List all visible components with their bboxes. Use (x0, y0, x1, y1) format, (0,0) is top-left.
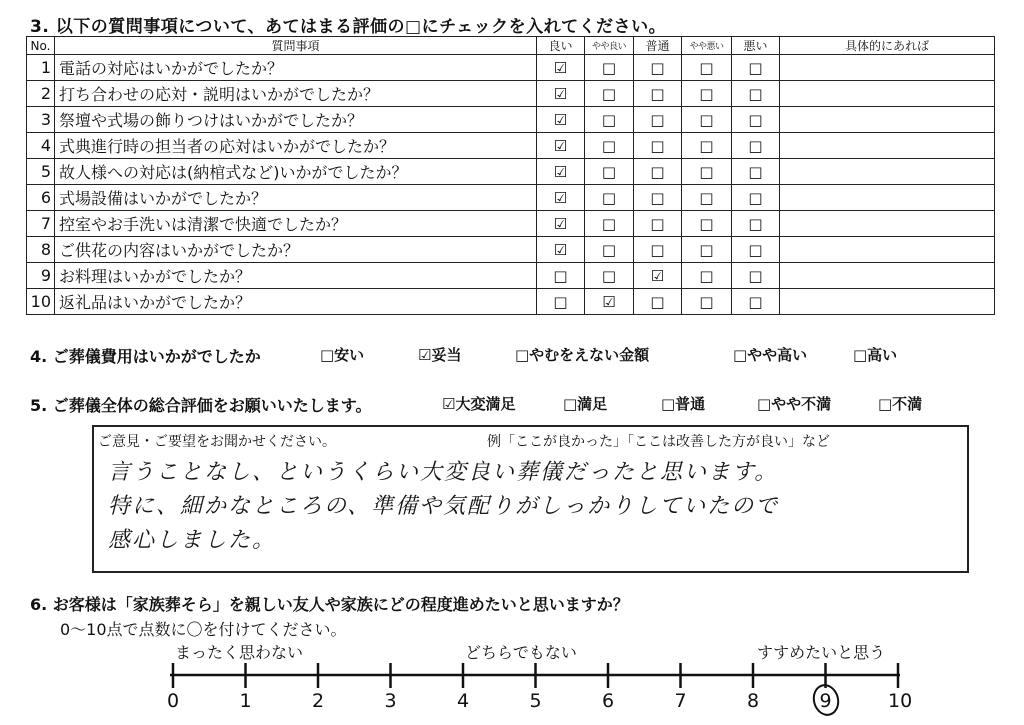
comment-cell[interactable] (780, 211, 995, 237)
checkbox-bad[interactable]: □ (732, 159, 780, 185)
scale-label-mid: どちらでもない (465, 643, 577, 662)
checkbox-fairly-good[interactable]: □ (585, 133, 634, 159)
scale-number[interactable]: 5 (529, 690, 542, 712)
scale-number[interactable]: 2 (311, 690, 325, 712)
question-text: 返礼品はいかがでしたか？ (55, 289, 537, 315)
table-row (27, 159, 995, 185)
handwritten-line-2: 特に、細かなところの、準備や気配りがしっかりしていたので (108, 494, 780, 519)
comment-example: 例「ここが良かった」「ここは改善した方が良い」など (487, 434, 830, 450)
checkbox-good[interactable]: ☑ (537, 211, 585, 237)
comment-cell[interactable] (780, 81, 995, 107)
checkbox-good[interactable]: □ (537, 263, 585, 289)
q5-option-unsatisfied[interactable]: □不満 (878, 395, 923, 413)
table-row (27, 81, 995, 107)
q5-option-very-satisfied[interactable]: ☑大変満足 (442, 395, 516, 413)
q4-option-expensive[interactable]: □高い (853, 346, 898, 364)
question-text: 式典進行時の担当者の応対はいかがでしたか？ (55, 133, 537, 159)
table-row (27, 55, 995, 81)
scale-number[interactable]: 0 (166, 690, 180, 712)
checkbox-bad[interactable]: □ (732, 133, 780, 159)
checkbox-good[interactable]: □ (537, 289, 585, 315)
question-text: 祭壇や式場の飾りつけはいかがでしたか？ (55, 107, 537, 133)
table-row (27, 133, 995, 159)
checkbox-bad[interactable]: □ (732, 211, 780, 237)
checkbox-bad[interactable]: □ (732, 263, 780, 289)
scale-number[interactable]: 4 (456, 690, 470, 712)
checkbox-fairly-good[interactable]: □ (585, 211, 634, 237)
checkbox-good[interactable]: ☑ (537, 185, 585, 211)
checkbox-fairly-good[interactable]: ☑ (585, 289, 634, 315)
checkbox-fairly-bad[interactable]: □ (682, 237, 732, 263)
header-rating-fairly-bad: やや悪い (682, 37, 732, 55)
header-rating-fairly-good: やや良い (585, 37, 634, 55)
scale-number[interactable]: 1 (239, 690, 252, 712)
scale-label-high: すすめたいと思う (757, 643, 886, 662)
checkbox-normal[interactable]: □ (634, 81, 682, 107)
checkbox-normal[interactable]: □ (634, 133, 682, 159)
checkbox-good[interactable]: ☑ (537, 55, 585, 81)
q4-option-cheap[interactable]: □安い (320, 346, 365, 364)
handwritten-line-3: 感心しました。 (108, 528, 277, 553)
question-text: 式場設備はいかがでしたか？ (55, 185, 537, 211)
checkbox-good[interactable]: ☑ (537, 159, 585, 185)
comment-cell[interactable] (780, 263, 995, 289)
checkbox-bad[interactable]: □ (732, 107, 780, 133)
checkbox-fairly-bad[interactable]: □ (682, 107, 732, 133)
checkbox-fairly-good[interactable]: □ (585, 55, 634, 81)
comment-cell[interactable] (780, 159, 995, 185)
checkbox-fairly-bad[interactable]: □ (682, 81, 732, 107)
row-number: 8 (27, 237, 55, 263)
q6-subtitle: 0～10点で点数に〇を付けてください。 (60, 620, 347, 639)
comment-cell[interactable] (780, 55, 995, 81)
q4-title: 4. ご葬儀費用はいかがでしたか (30, 347, 261, 366)
comment-cell[interactable] (780, 237, 995, 263)
checkbox-normal[interactable]: □ (634, 55, 682, 81)
row-number: 7 (27, 211, 55, 237)
scale-label-low: まったく思わない (175, 643, 304, 662)
header-comment: 具体的にあれば (780, 37, 995, 55)
q5-option-normal[interactable]: □普通 (661, 395, 706, 413)
comment-prompt: ご意見・ご要望をお聞かせください。 (98, 434, 336, 450)
checkbox-fairly-bad[interactable]: □ (682, 289, 732, 315)
checkbox-good[interactable]: ☑ (537, 133, 585, 159)
checkbox-fairly-bad[interactable]: □ (682, 55, 732, 81)
row-number: 9 (27, 263, 55, 289)
q4-option-fairly-expensive[interactable]: □やや高い (733, 346, 808, 364)
scale-number[interactable]: 9 (819, 690, 832, 712)
scale-ticks (173, 663, 898, 688)
scale-number[interactable]: 8 (746, 690, 760, 712)
row-number: 6 (27, 185, 55, 211)
checkbox-fairly-good[interactable]: □ (585, 107, 634, 133)
question-text: 打ち合わせの応対・説明はいかがでしたか？ (55, 81, 537, 107)
q6-title: 6. お客様は「家族葬そら」を親しい友人や家族にどの程度進めたいと思いますか？ (30, 595, 629, 614)
row-number: 4 (27, 133, 55, 159)
selected-score-circle (809, 681, 842, 719)
checkbox-normal[interactable]: □ (634, 211, 682, 237)
header-no: No. (27, 37, 55, 55)
table-row (27, 185, 995, 211)
row-number: 3 (27, 107, 55, 133)
handwritten-line-1: 言うことなし、というくらい大変良い葬儀だったと思います。 (108, 460, 779, 485)
header-rating-normal: 普通 (634, 37, 682, 55)
checkbox-fairly-good[interactable]: □ (585, 237, 634, 263)
checkbox-bad[interactable]: □ (732, 237, 780, 263)
table-row (27, 263, 995, 289)
header-rating-good: 良い (537, 37, 585, 55)
checkbox-normal[interactable]: □ (634, 159, 682, 185)
q4-option-reasonable[interactable]: ☑妥当 (418, 346, 462, 364)
header-question: 質問事項 (55, 37, 537, 55)
question-text: 故人様への対応は(納棺式など)いかがでしたか？ (55, 159, 537, 185)
checkbox-bad[interactable]: □ (732, 81, 780, 107)
comment-cell[interactable] (780, 107, 995, 133)
checkbox-fairly-good[interactable]: □ (585, 159, 634, 185)
scale-number[interactable]: 7 (674, 690, 687, 712)
checkbox-bad[interactable]: □ (732, 55, 780, 81)
checkbox-good[interactable]: ☑ (537, 81, 585, 107)
table-row (27, 237, 995, 263)
q5-title: 5. ご葬儀全体の総合評価をお願いいたします。 (30, 396, 372, 415)
header-rating-bad: 悪い (732, 37, 780, 55)
comment-cell[interactable] (780, 133, 995, 159)
checkbox-good[interactable]: ☑ (537, 237, 585, 263)
scale-number[interactable]: 10 (888, 690, 913, 712)
q4-option-unavoidable[interactable]: □やむをえない金額 (515, 346, 650, 364)
row-number: 1 (27, 55, 55, 81)
checkbox-normal[interactable]: □ (634, 185, 682, 211)
checkbox-normal[interactable]: □ (634, 237, 682, 263)
comment-box[interactable] (92, 425, 969, 573)
checkbox-fairly-bad[interactable]: □ (682, 159, 732, 185)
row-number: 10 (27, 289, 55, 315)
row-number: 2 (27, 81, 55, 107)
question-text: 控室やお手洗いは清潔で快適でしたか？ (55, 211, 537, 237)
checkbox-fairly-bad[interactable]: □ (682, 263, 732, 289)
table-row (27, 289, 995, 315)
scale-number[interactable]: 6 (601, 690, 615, 712)
comment-cell[interactable] (780, 185, 995, 211)
checkbox-fairly-bad[interactable]: □ (682, 211, 732, 237)
survey-table (26, 36, 995, 315)
scale-number[interactable]: 3 (384, 690, 397, 712)
checkbox-normal[interactable]: □ (634, 107, 682, 133)
checkbox-normal[interactable]: □ (634, 289, 682, 315)
checkbox-fairly-bad[interactable]: □ (682, 133, 732, 159)
checkbox-bad[interactable]: □ (732, 289, 780, 315)
table-row (27, 107, 995, 133)
question-text: お料理はいかがでしたか？ (55, 263, 537, 289)
q3-title: 3. 以下の質問事項について、あてはまる評価の□にチェックを入れてください。 (30, 17, 667, 37)
row-number: 5 (27, 159, 55, 185)
question-text: 電話の対応はいかがでしたか？ (55, 55, 537, 81)
checkbox-fairly-good[interactable]: □ (585, 185, 634, 211)
q5-option-satisfied[interactable]: □満足 (563, 395, 608, 413)
comment-cell[interactable] (780, 289, 995, 315)
question-text: ご供花の内容はいかがでしたか？ (55, 237, 537, 263)
checkbox-normal[interactable]: ☑ (634, 263, 682, 289)
checkbox-fairly-bad[interactable]: □ (682, 185, 732, 211)
checkbox-fairly-good[interactable]: □ (585, 81, 634, 107)
checkbox-bad[interactable]: □ (732, 185, 780, 211)
q5-option-slightly-unsatisfied[interactable]: □やや不満 (757, 395, 832, 413)
checkbox-fairly-good[interactable]: □ (585, 263, 634, 289)
table-row (27, 211, 995, 237)
checkbox-good[interactable]: ☑ (537, 107, 585, 133)
